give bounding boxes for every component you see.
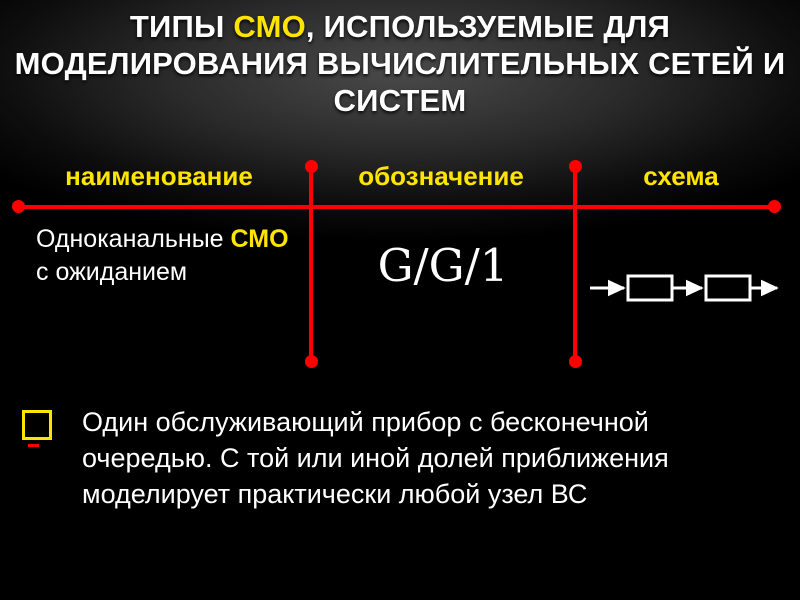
- rule-endpoint-dot-v1-top: [305, 160, 318, 173]
- description-text: Один обслуживающий прибор с бесконечной очередью. С той или иной долей приближения моделирует практически любой узел ВС: [82, 407, 669, 509]
- title-highlight: СМО: [233, 9, 306, 44]
- comparison-table: [0, 155, 800, 380]
- table-horizontal-rule: [18, 205, 780, 209]
- page-title: [0, 8, 800, 119]
- bullet-tail-decor: [28, 444, 39, 447]
- cell-name-text-1: Одноканальные: [36, 225, 231, 253]
- title-part-1: ТИПЫ: [129, 9, 234, 44]
- title-part-2: , ИСПОЛЬЗУЕМЫЕ ДЛЯ МОДЕЛИРОВАНИЯ ВЫЧИСЛИТЕЛЬНЫХ СЕТЕЙ И СИСТЕМ: [14, 9, 786, 118]
- table-vertical-rule-2: [573, 165, 577, 365]
- table-header-schema: схема: [643, 161, 719, 191]
- square-bullet-icon: [22, 410, 52, 440]
- rule-endpoint-dot-v2-top: [569, 160, 582, 173]
- rule-endpoint-dot-right: [768, 200, 781, 213]
- table-cell-name: [36, 223, 304, 289]
- rule-endpoint-dot-left: [12, 200, 25, 213]
- table-vertical-rule-1: [309, 165, 313, 365]
- cell-name-text-2: с ожиданием: [36, 258, 188, 286]
- rule-endpoint-dot-v1-bottom: [305, 355, 318, 368]
- table-header-notation: обозначение: [358, 161, 524, 191]
- table-cell-notation: G/G/1: [377, 239, 509, 292]
- table-header-name: наименование: [65, 161, 253, 191]
- cell-name-highlight: СМО: [230, 225, 289, 253]
- queue-two-servers-diagram: [590, 263, 780, 313]
- rule-endpoint-dot-v2-bottom: [569, 355, 582, 368]
